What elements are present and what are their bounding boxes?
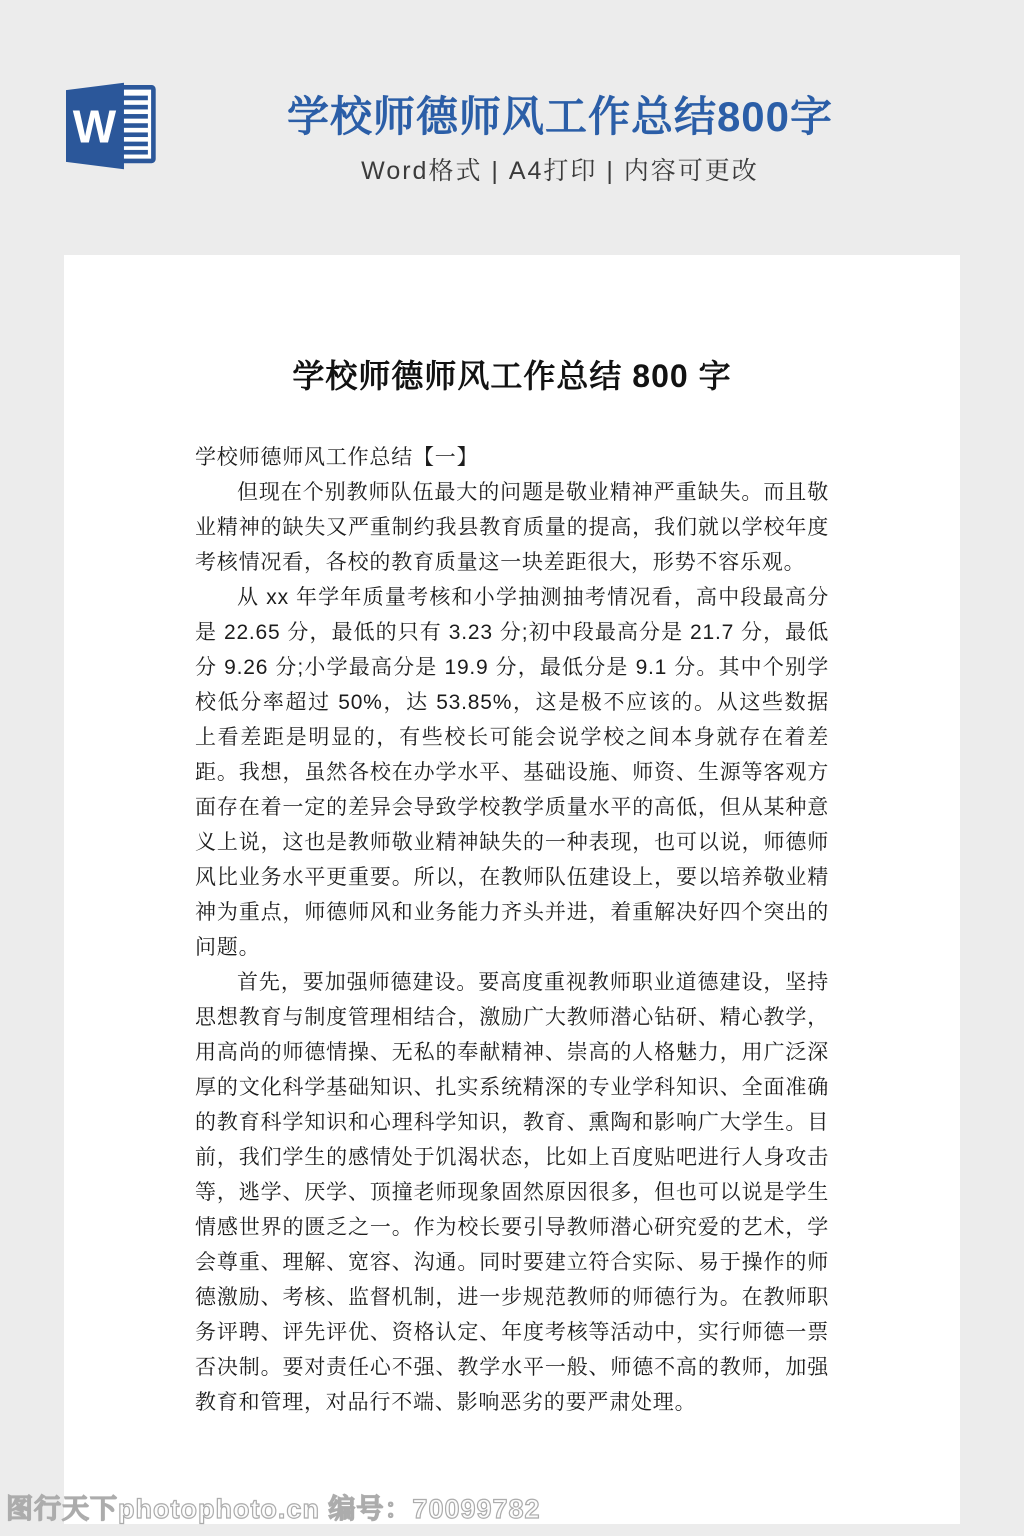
document-paragraph: 首先，要加强师德建设。要高度重视教师职业道德建设，坚持思想教育与制度管理相结合，激励广大教师潜心钻研、精心教学，用高尚的师德情操、无私的奉献精神、崇高的人格魅力，用广泛深厚的文化科学基础知识、扎实系统精深的专业学科知识、全面准确的教育科学知识和心理科学知识，教育、熏陶和影响广大学生。目前，我们学生的感情处于饥渴状态，比如上百度贴吧进行人身攻击等，逃学、厌学、顶撞老师现象固然原因很多，但也可以说是学生情感世界的匮乏之一。作为校长要引导教师潜心研究爱的艺术，学会尊重、理解、宽容、沟通。同时要建立符合实际、易于操作的师德激励、考核、监督机制，进一步规范教师的师德行为。在教师职务评聘、评先评优、资格认定、年度考核等活动中，实行师德一票否决制。要对责任心不强、教学水平一般、师德不高的教师，加强教育和管理，对品行不端、影响恶劣的要严肃处理。 <box>195 971 829 1415</box>
watermark: 图行天下photophoto.cn 编号：70099782 <box>6 1494 541 1524</box>
header <box>0 0 1024 255</box>
header-text <box>96 92 1024 187</box>
document-paragraph: 学校师德师风工作总结【一】 <box>195 446 479 470</box>
template-format-info: Word格式 | A4打印 | 内容可更改 <box>361 157 759 186</box>
document-page <box>64 255 960 1524</box>
template-title: 学校师德师风工作总结800字 <box>286 93 834 140</box>
word-icon-letter: W <box>72 100 117 153</box>
document-paragraph: 从 xx 年学年质量考核和小学抽测抽考情况看，高中段最高分是 22.65 分，最低的只有 3.23 分;初中段最高分是 21.7 分，最低分 9.26 分;小学最高分是 19.9 分，最低分是 9.1 分。其中个别学校低分率超过 50%，达 53.85%，这是极不应该的。从这些数据上看差距是明显的，有些校长可能会说学校之间本身就存在着差距。我想，虽然各校在办学水平、基础设施、师资、生源等客观方面存在着一定的差异会导致学校教学质量水平的高低，但从某种意义上说，这也是教师敬业精神缺失的一种表现，也可以说，师德师风比业务水平更重要。所以，在教师队伍建设上，要以培养敬业精神为重点，师德师风和业务能力齐头并进，着重解决好四个突出的问题。 <box>195 586 829 960</box>
document-paragraph: 但现在个别教师队伍最大的问题是敬业精神严重缺失。而且敬业精神的缺失又严重制约我县教育质量的提高，我们就以学校年度考核情况看，各校的教育质量这一块差距很大，形势不容乐观。 <box>195 481 829 575</box>
document-title: 学校师德师风工作总结 800 字 <box>292 358 732 394</box>
